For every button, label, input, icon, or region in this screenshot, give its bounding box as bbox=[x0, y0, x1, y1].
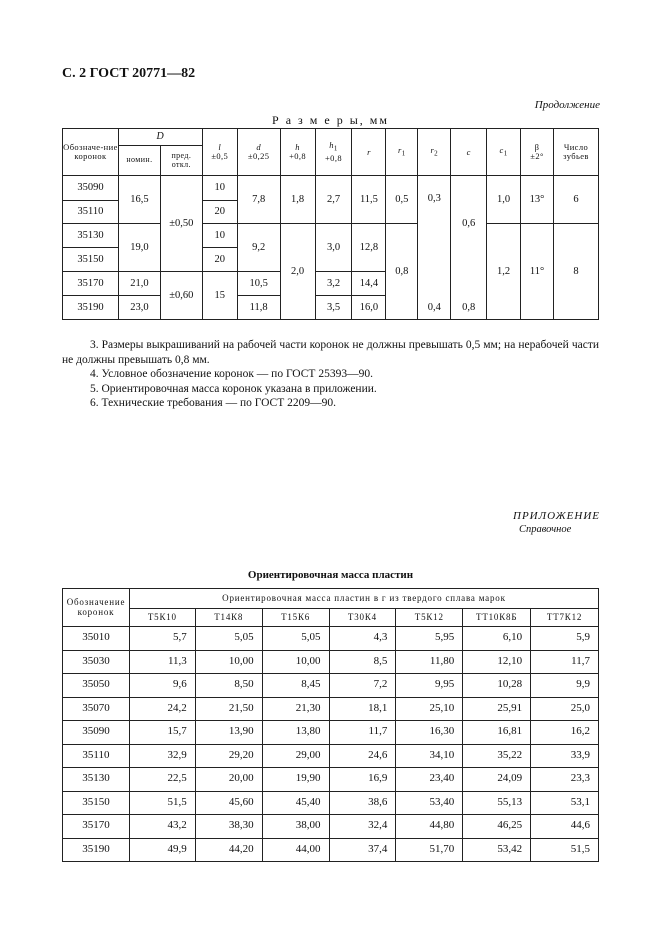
code-cell: 35130 bbox=[63, 224, 119, 248]
h1-cell: 3,5 bbox=[315, 296, 352, 320]
code-cell: 35170 bbox=[63, 272, 119, 296]
code-cell: 35190 bbox=[63, 838, 130, 862]
mass-cell: 35,22 bbox=[463, 744, 531, 768]
l-cell: 15 bbox=[202, 272, 237, 320]
d-cell: 10,5 bbox=[237, 272, 280, 296]
c-cell: 0,6 bbox=[451, 176, 487, 272]
h-d: d ±0,25 bbox=[237, 129, 280, 176]
mass-cell: 11,7 bbox=[329, 721, 396, 745]
mass-cell: 20,00 bbox=[195, 768, 262, 792]
sizes-caption: Р а з м е р ы, мм bbox=[272, 113, 389, 127]
dimensions-table bbox=[62, 128, 599, 320]
col-header: Т5К10 bbox=[129, 609, 195, 627]
l-cell: 10 bbox=[202, 224, 237, 248]
code-cell: 35090 bbox=[63, 721, 130, 745]
mass-cell: 5,05 bbox=[195, 627, 262, 651]
code-cell: 35050 bbox=[63, 674, 130, 698]
mass-cell: 25,10 bbox=[396, 697, 463, 721]
mass-cell: 12,10 bbox=[463, 650, 531, 674]
mass-cell: 25,91 bbox=[463, 697, 531, 721]
mass-cell: 45,40 bbox=[262, 791, 329, 815]
mass-cell: 16,9 bbox=[329, 768, 396, 792]
mass-cell: 53,1 bbox=[531, 791, 599, 815]
notes-block bbox=[62, 338, 599, 411]
h-dev: пред. откл. bbox=[160, 146, 202, 176]
mass-cell: 9,6 bbox=[129, 674, 195, 698]
code-cell: 35110 bbox=[63, 201, 119, 224]
col-header: Т30К4 bbox=[329, 609, 396, 627]
h-h1: $h_1$ +0,8 bbox=[315, 129, 352, 176]
mass-cell: 24,09 bbox=[463, 768, 531, 792]
mass-cell: 11,3 bbox=[129, 650, 195, 674]
mass-table bbox=[62, 588, 599, 862]
h-c: c bbox=[451, 129, 487, 176]
mass-cell: 45,60 bbox=[195, 791, 262, 815]
nom-cell: 21,0 bbox=[118, 272, 160, 296]
mass-cell: 18,1 bbox=[329, 697, 396, 721]
nom-cell: 19,0 bbox=[118, 224, 160, 272]
code-cell: 35010 bbox=[63, 627, 130, 651]
code-cell: 35190 bbox=[63, 296, 119, 320]
l-cell: 10 bbox=[202, 176, 237, 201]
mass-cell: 53,42 bbox=[463, 838, 531, 862]
mass-cell: 32,9 bbox=[129, 744, 195, 768]
col-header: ТТ7К12 bbox=[531, 609, 599, 627]
c1-cell: 1,0 bbox=[487, 176, 521, 224]
c1-cell: 1,2 bbox=[487, 224, 521, 320]
d-cell: 7,8 bbox=[237, 176, 280, 224]
h-beta: β ±2° bbox=[521, 129, 554, 176]
appendix-subtitle: Справочное bbox=[519, 524, 572, 535]
mass-cell: 23,40 bbox=[396, 768, 463, 792]
mass-cell: 38,6 bbox=[329, 791, 396, 815]
table-row bbox=[63, 838, 599, 862]
h-l: l ±0,5 bbox=[202, 129, 237, 176]
table-row bbox=[63, 674, 599, 698]
h-nom: номин. bbox=[118, 146, 160, 176]
mass-cell: 10,00 bbox=[262, 650, 329, 674]
appendix-title: ПРИЛОЖЕНИЕ bbox=[513, 510, 600, 522]
mass-cell: 44,80 bbox=[396, 815, 463, 839]
h1-cell: 3,0 bbox=[315, 224, 352, 272]
mass-cell: 24,2 bbox=[129, 697, 195, 721]
beta-cell: 11° bbox=[521, 224, 554, 320]
mass-cell: 9,95 bbox=[396, 674, 463, 698]
page-header: С. 2 ГОСТ 20771—82 bbox=[62, 66, 196, 81]
note-6: 6. Технические требования — по ГОСТ 2209—90. bbox=[90, 397, 336, 409]
mass-cell: 37,4 bbox=[329, 838, 396, 862]
r-cell: 16,0 bbox=[352, 296, 386, 320]
l-cell: 20 bbox=[202, 201, 237, 224]
mass-cell: 16,2 bbox=[531, 721, 599, 745]
l-cell: 20 bbox=[202, 248, 237, 272]
mass-cell: 32,4 bbox=[329, 815, 396, 839]
h1-cell: 3,2 bbox=[315, 272, 352, 296]
h-cell: 2,0 bbox=[280, 224, 315, 320]
mass-cell: 8,5 bbox=[329, 650, 396, 674]
mass-cell: 19,90 bbox=[262, 768, 329, 792]
mass-cell: 16,30 bbox=[396, 721, 463, 745]
col-header: Т15К6 bbox=[262, 609, 329, 627]
beta-cell: 13° bbox=[521, 176, 554, 224]
code-cell: 35110 bbox=[63, 744, 130, 768]
h-r: r bbox=[352, 129, 386, 176]
mass-cell: 8,45 bbox=[262, 674, 329, 698]
continuation-label: Продолжение bbox=[534, 99, 600, 111]
d-cell: 11,8 bbox=[237, 296, 280, 320]
h-c1: $c_1$ bbox=[487, 129, 521, 176]
r-cell: 12,8 bbox=[352, 224, 386, 272]
mass-cell: 25,0 bbox=[531, 697, 599, 721]
mass-cell: 23,3 bbox=[531, 768, 599, 792]
h-teeth: Число зубьев bbox=[553, 129, 598, 176]
h-h: h +0,8 bbox=[280, 129, 315, 176]
c-cell: 0,8 bbox=[451, 272, 487, 320]
mass-cell: 22,5 bbox=[129, 768, 195, 792]
table-row bbox=[63, 627, 599, 651]
mass-cell: 9,9 bbox=[531, 674, 599, 698]
mass-cell: 5,05 bbox=[262, 627, 329, 651]
h-designation: Обозначе-ние коронок bbox=[63, 129, 119, 176]
col-header: Т14К8 bbox=[195, 609, 262, 627]
h1-cell: 2,7 bbox=[315, 176, 352, 224]
mass-cell: 4,3 bbox=[329, 627, 396, 651]
mass-cell: 44,20 bbox=[195, 838, 262, 862]
table-row bbox=[63, 650, 599, 674]
code-cell: 35090 bbox=[63, 176, 119, 201]
mass-cell: 6,10 bbox=[463, 627, 531, 651]
h-r2: $r_2$ bbox=[418, 129, 451, 176]
mass-cell: 21,50 bbox=[195, 697, 262, 721]
note-4: 4. Условное обозначение коронок — по ГОСТ 25393—90. bbox=[90, 368, 373, 380]
dev-cell: ±0,50 bbox=[160, 176, 202, 272]
mass-cell: 46,25 bbox=[463, 815, 531, 839]
nom-cell: 23,0 bbox=[118, 296, 160, 320]
r1-cell: 0,8 bbox=[386, 224, 418, 320]
h-group: Ориентировочная масса пластин в г из твердого сплава марок bbox=[129, 589, 598, 609]
r2-cell: 0,4 bbox=[418, 272, 451, 320]
mass-cell: 24,6 bbox=[329, 744, 396, 768]
mass-cell: 49,9 bbox=[129, 838, 195, 862]
d-cell: 9,2 bbox=[237, 224, 280, 272]
code-cell: 35150 bbox=[63, 791, 130, 815]
code-cell: 35150 bbox=[63, 248, 119, 272]
code-cell: 35170 bbox=[63, 815, 130, 839]
mass-cell: 51,5 bbox=[129, 791, 195, 815]
r1-cell: 0,5 bbox=[386, 176, 418, 224]
mass-cell: 5,7 bbox=[129, 627, 195, 651]
mass-cell: 21,30 bbox=[262, 697, 329, 721]
mass-cell: 15,7 bbox=[129, 721, 195, 745]
h-designation: Обозначение коронок bbox=[63, 589, 130, 627]
mass-cell: 10,00 bbox=[195, 650, 262, 674]
table-row bbox=[63, 744, 599, 768]
mass-cell: 11,7 bbox=[531, 650, 599, 674]
col-header: Т5К12 bbox=[396, 609, 463, 627]
mass-cell: 16,81 bbox=[463, 721, 531, 745]
mass-cell: 34,10 bbox=[396, 744, 463, 768]
h-r1: $r_1$ bbox=[386, 129, 418, 176]
r2-cell: 0,3 bbox=[418, 176, 451, 272]
mass-cell: 8,50 bbox=[195, 674, 262, 698]
mass-cell: 11,80 bbox=[396, 650, 463, 674]
code-cell: 35130 bbox=[63, 768, 130, 792]
col-header: ТТ10К8Б bbox=[463, 609, 531, 627]
mass-cell: 10,28 bbox=[463, 674, 531, 698]
note-5: 5. Ориентировочная масса коронок указана в приложении. bbox=[90, 382, 377, 395]
mass-cell: 44,6 bbox=[531, 815, 599, 839]
mass-cell: 13,90 bbox=[195, 721, 262, 745]
h-cell: 1,8 bbox=[280, 176, 315, 224]
nom-cell: 16,5 bbox=[118, 176, 160, 224]
mass-cell: 51,70 bbox=[396, 838, 463, 862]
table-row bbox=[63, 721, 599, 745]
r-cell: 11,5 bbox=[352, 176, 386, 224]
mass-cell: 55,13 bbox=[463, 791, 531, 815]
mass-cell: 44,00 bbox=[262, 838, 329, 862]
mass-cell: 29,20 bbox=[195, 744, 262, 768]
table-row bbox=[63, 815, 599, 839]
mass-cell: 51,5 bbox=[531, 838, 599, 862]
mass-cell: 53,40 bbox=[396, 791, 463, 815]
table-row bbox=[63, 791, 599, 815]
mass-cell: 7,2 bbox=[329, 674, 396, 698]
r-cell: 14,4 bbox=[352, 272, 386, 296]
h-D: D bbox=[118, 129, 202, 146]
mass-cell: 5,95 bbox=[396, 627, 463, 651]
table-row bbox=[63, 768, 599, 792]
mass-cell: 29,00 bbox=[262, 744, 329, 768]
note-3: 3. Размеры выкрашиваний на рабочей части коронок не должны превышать 0,5 мм; на нерабочей части не должны превышать 0,8 мм. bbox=[62, 339, 599, 366]
dev-cell: ±0,60 bbox=[160, 272, 202, 320]
mass-cell: 13,80 bbox=[262, 721, 329, 745]
mass-table-title: Ориентировочная масса пластин bbox=[247, 569, 414, 581]
teeth-cell: 8 bbox=[553, 224, 598, 320]
code-cell: 35070 bbox=[63, 697, 130, 721]
mass-cell: 38,30 bbox=[195, 815, 262, 839]
mass-cell: 38,00 bbox=[262, 815, 329, 839]
mass-cell: 43,2 bbox=[129, 815, 195, 839]
mass-cell: 33,9 bbox=[531, 744, 599, 768]
teeth-cell: 6 bbox=[553, 176, 598, 224]
table-row bbox=[63, 697, 599, 721]
code-cell: 35030 bbox=[63, 650, 130, 674]
mass-cell: 5,9 bbox=[531, 627, 599, 651]
